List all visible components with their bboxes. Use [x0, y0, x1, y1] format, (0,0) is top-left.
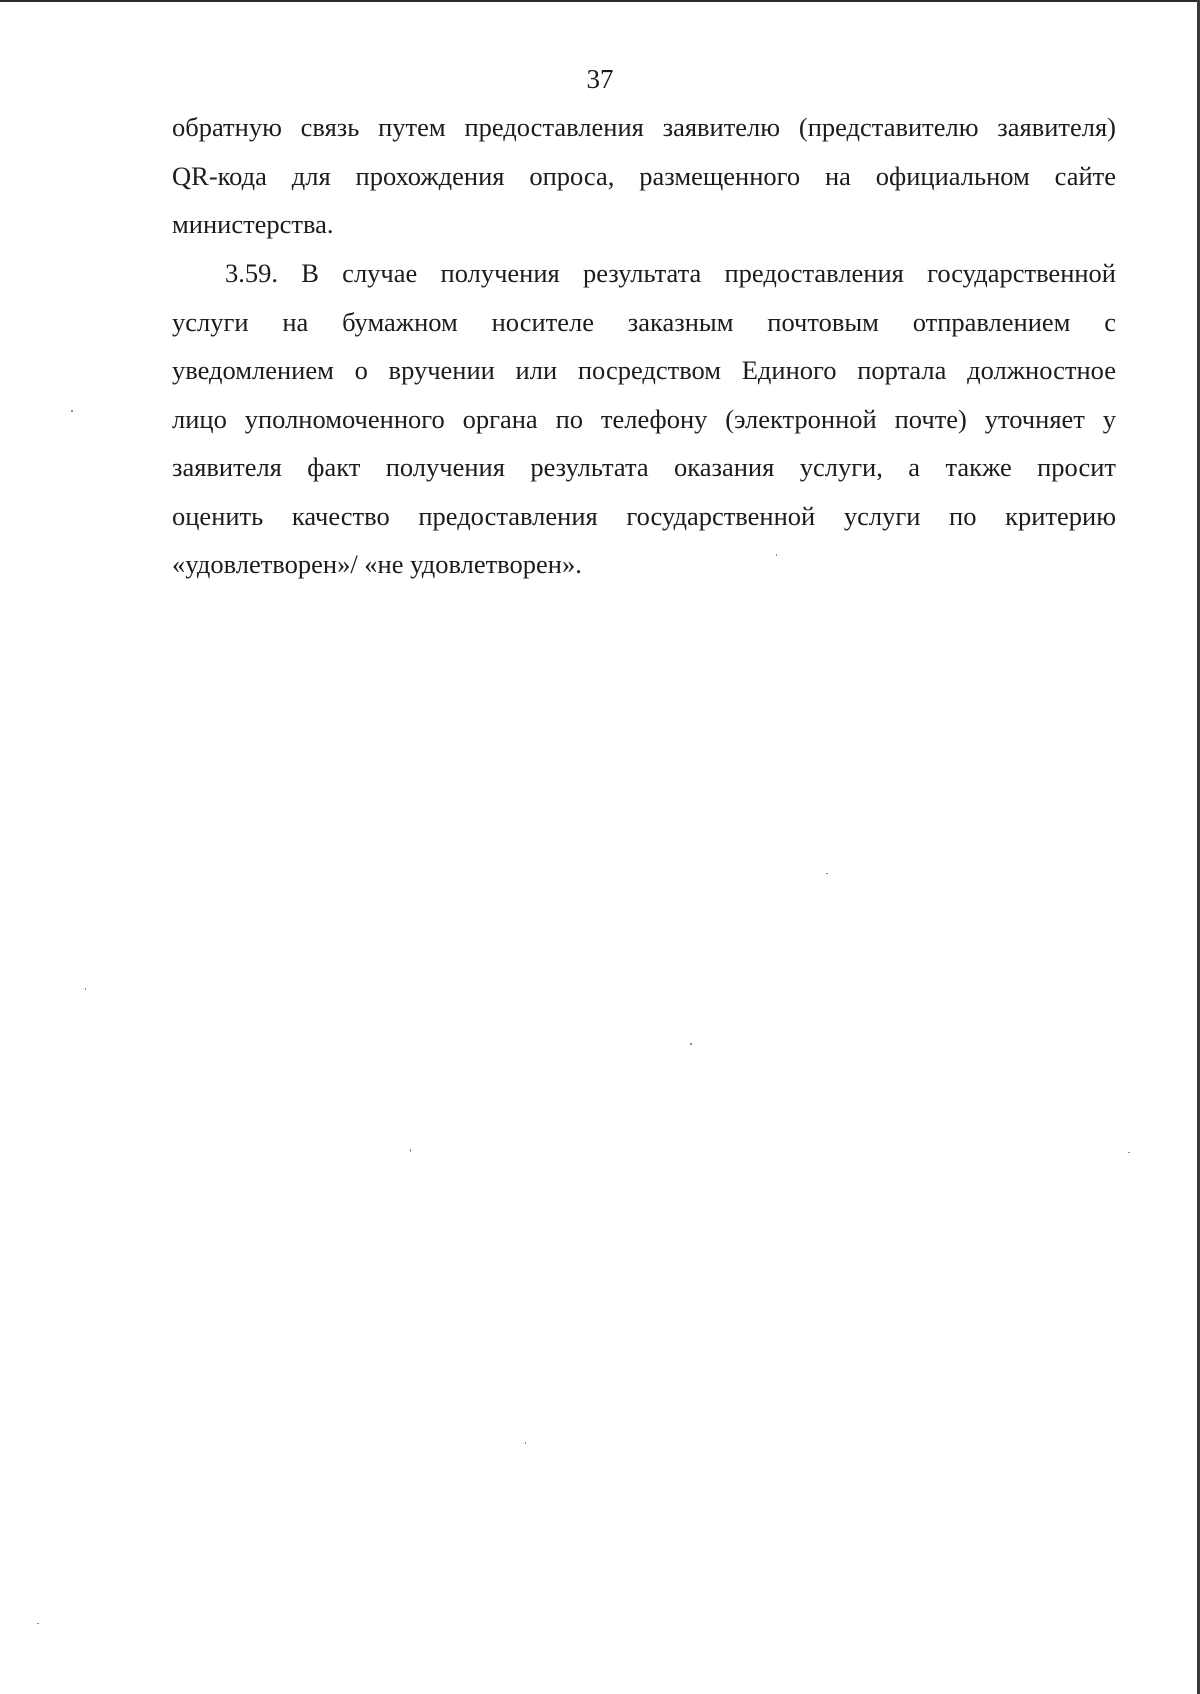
paragraph-3-59 [172, 249, 1116, 589]
scan-speck [85, 988, 86, 990]
paragraph-continuation [172, 103, 1116, 249]
scan-speck [410, 1149, 411, 1152]
scan-speck [690, 1043, 692, 1045]
text-line: «удовлетворен»/ «не удовлетворен». [172, 549, 582, 579]
text-line: оценить качество предоставления государственной услуги по критерию [172, 500, 1116, 531]
text-line: QR-кода для прохождения опроса, размещенного на официальном сайте [172, 160, 1116, 191]
text-line: обратную связь путем предоставления заявителю (представителю заявителя) [172, 112, 1116, 142]
text-line: заявителя факт получения результата оказания услуги, а также просит [172, 452, 1116, 482]
text-line: уведомлением о вручении или посредством Единого портала должностное [172, 355, 1116, 385]
scan-speck [71, 410, 73, 412]
scan-speck [776, 554, 777, 556]
text-line: 3.59. В случае получения результата предоставления государственной [225, 258, 1116, 288]
scan-speck [37, 1623, 39, 1624]
page-number: 37 [586, 64, 614, 94]
scan-speck [1128, 1152, 1130, 1153]
scan-speck [525, 1442, 526, 1444]
text-line: услуги на бумажном носителе заказным почтовым отправлением с [172, 306, 1116, 337]
scan-speck [826, 873, 828, 874]
text-line: министерства. [172, 209, 334, 239]
scan-edge-top [0, 0, 1200, 2]
text-line: лицо уполномоченного органа по телефону (электронной почте) уточняет у [172, 403, 1116, 434]
